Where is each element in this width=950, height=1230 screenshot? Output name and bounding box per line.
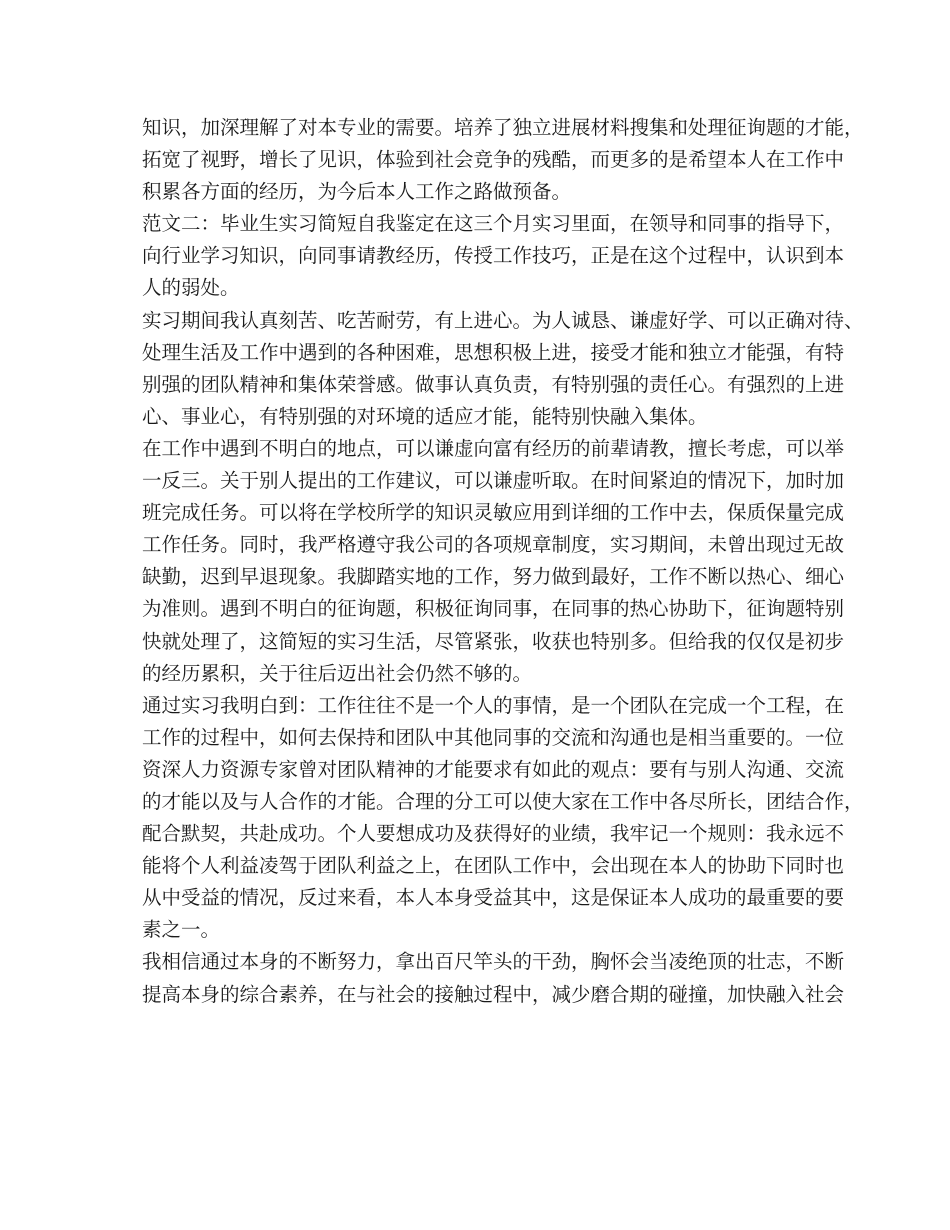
text-line: 配合默契，共赴成功。个人要想成功及获得好的业绩，我牢记一个规则：我永远不 — [142, 822, 845, 846]
text-line: 能将个人利益凌驾于团队利益之上，在团队工作中，会出现在本人的协助下同时也 — [142, 854, 845, 878]
text-line: 我相信通过本身的不断努力，拿出百尺竿头的干劲，胸怀会当凌绝顶的壮志，不断 — [142, 950, 845, 974]
text-line: 素之一。 — [142, 918, 221, 942]
text-line: 积累各方面的经历，为今后本人工作之路做预备。 — [142, 180, 572, 204]
text-line: 工作的过程中，如何去保持和团队中其他同事的交流和沟通也是相当重要的。一位 — [142, 725, 845, 749]
text-line: 向行业学习知识，向同事请教经历，传授工作技巧，正是在这个过程中，认识到本 — [142, 244, 845, 268]
text-line: 处理生活及工作中遇到的各种困难，思想积极上进，接受才能和独立才能强，有特 — [142, 340, 845, 364]
document-body — [142, 112, 864, 1011]
text-line: 提高本身的综合素养，在与社会的接触过程中，减少磨合期的碰撞，加快融入社会 — [142, 982, 845, 1006]
text-line: 资深人力资源专家曾对团队精神的才能要求有如此的观点：要有与别人沟通、交流 — [142, 757, 845, 781]
text-line: 的才能以及与人合作的才能。合理的分工可以使大家在工作中各尽所长，团结合作， — [142, 789, 864, 813]
text-line: 通过实习我明白到：工作往往不是一个人的事情，是一个团队在完成一个工程，在 — [142, 693, 845, 717]
text-line: 实习期间我认真刻苦、吃苦耐劳，有上进心。为人诚恳、谦虚好学、可以正确对待、 — [142, 308, 864, 332]
text-line: 为准则。遇到不明白的征询题，积极征询同事，在同事的热心协助下，征询题特别 — [142, 597, 845, 621]
text-line: 人的弱处。 — [142, 276, 240, 300]
text-line: 心、事业心，有特别强的对环境的适应才能，能特别快融入集体。 — [142, 404, 708, 428]
text-line: 缺勤，迟到早退现象。我脚踏实地的工作，努力做到最好，工作不断以热心、细心 — [142, 565, 845, 589]
text-line: 的经历累积，关于往后迈出社会仍然不够的。 — [142, 661, 533, 685]
text-line: 范文二：毕业生实习简短自我鉴定在这三个月实习里面，在领导和同事的指导下， — [142, 212, 845, 236]
text-line: 一反三。关于别人提出的工作建议，可以谦虚听取。在时间紧迫的情况下，加时加 — [142, 469, 845, 493]
text-line: 工作任务。同时，我严格遵守我公司的各项规章制度，实习期间，未曾出现过无故 — [142, 533, 845, 557]
text-line: 别强的团队精神和集体荣誉感。做事认真负责，有特别强的责任心。有强烈的上进 — [142, 372, 845, 396]
text-line: 知识，加深理解了对本专业的需要。培养了独立进展材料搜集和处理征询题的才能， — [142, 116, 864, 139]
text-line: 从中受益的情况，反过来看，本人本身受益其中，这是保证本人成功的最重要的要 — [142, 886, 845, 910]
text-line: 班完成任务。可以将在学校所学的知识灵敏应用到详细的工作中去，保质保量完成 — [142, 501, 845, 525]
text-line: 快就处理了，这简短的实习生活，尽管紧张，收获也特别多。但给我的仅仅是初步 — [142, 629, 845, 653]
text-line: 在工作中遇到不明白的地点，可以谦虚向富有经历的前辈请教，擅长考虑，可以举 — [142, 436, 845, 460]
text-line: 拓宽了视野，增长了见识，体验到社会竞争的残酷，而更多的是希望本人在工作中 — [142, 148, 845, 172]
